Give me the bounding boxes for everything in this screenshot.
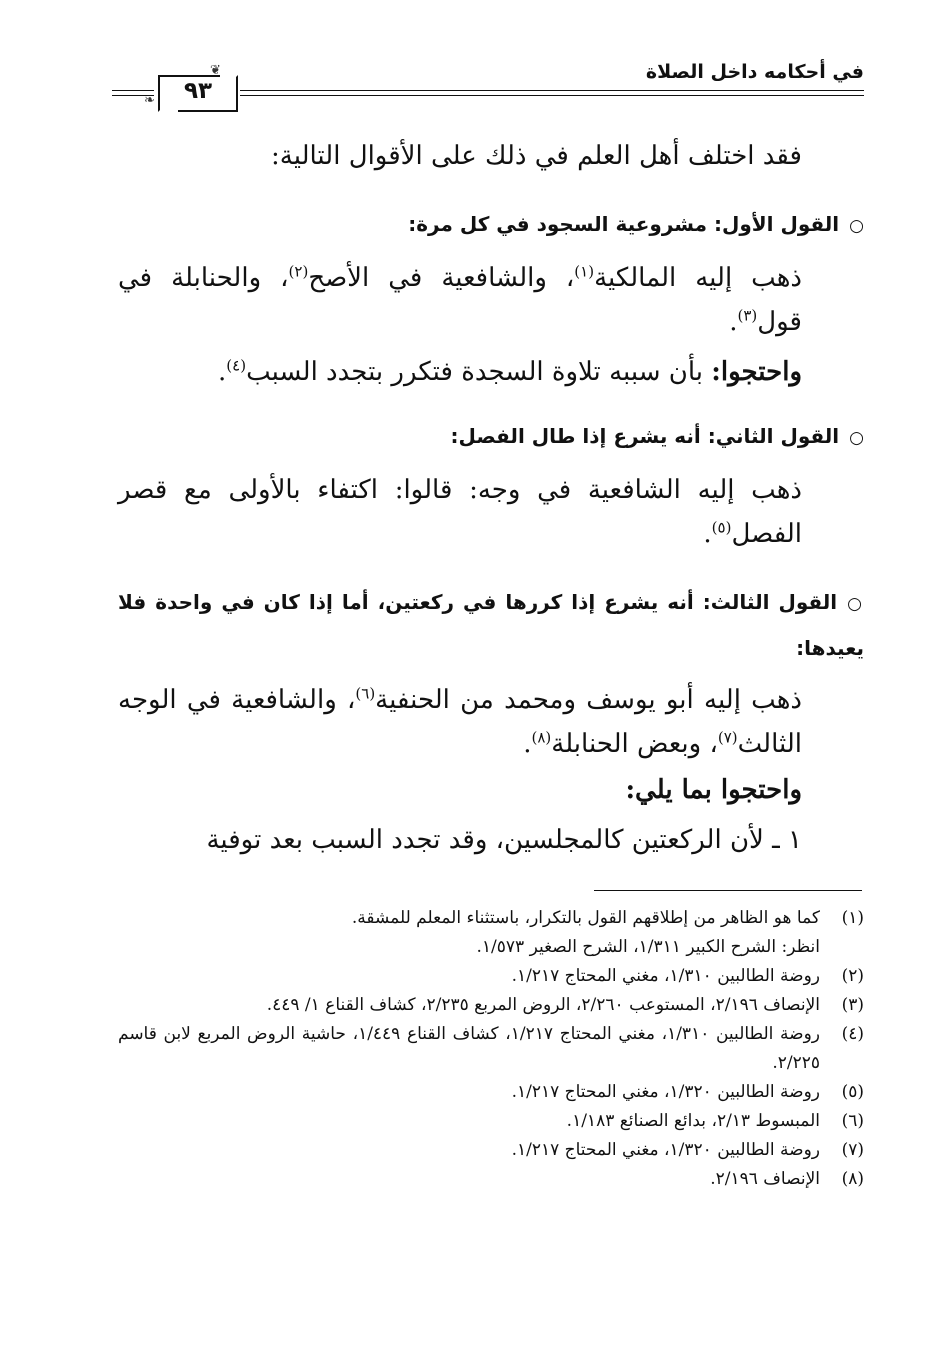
page-number-frame <box>158 75 238 112</box>
footnote-item: (٢) روضة الطالبين ١/٣١٠، مغني المحتاج ١/٢١٧. <box>118 962 864 991</box>
intro-paragraph: فقد اختلف أهل العلم في ذلك على الأقوال التالية: <box>271 141 802 171</box>
footnote-item: (٣) الإنصاف ٢/١٩٦، المستوعب ٢/٢٦٠، الروض المربع ٢/٢٣٥، كشاف القناع ١/ ٤٤٩. <box>118 991 864 1020</box>
footnote-number: (٥) <box>841 1082 864 1102</box>
footnote-number: (٢) <box>841 966 864 986</box>
footnote-item: (٨) الإنصاف ٢/١٩٦. <box>118 1165 864 1194</box>
ornament-icon: ❦ <box>210 63 221 78</box>
opinion-1-paragraph: ذهب إليه المالكية$^{(١)}$، والشافعية في الأصح$^{(٢)}$، والحنابلة في قول$^{(٣)}$. <box>118 262 802 337</box>
header-rule <box>112 90 154 91</box>
footnote-number: (٦) <box>841 1111 864 1131</box>
footnote-item: (٦) المبسوط ٢/١٣، بدائع الصنائع ١/١٨٣. <box>118 1107 864 1136</box>
footnote-number: (٧) <box>841 1140 864 1160</box>
footnote-ref[interactable]: (٦) <box>355 684 376 703</box>
footnote-ref[interactable]: (٨) <box>531 728 552 747</box>
bullet-circle-icon: ○ <box>849 216 864 236</box>
bullet-circle-icon: ○ <box>847 594 864 614</box>
footnote-ref[interactable]: (٥) <box>711 518 732 537</box>
footnote-item: (٤) روضة الطالبين ١/٣١٠، مغني المحتاج ١/٢١٧، كشاف القناع ١/٤٤٩، حاشية الروض المربع لابن قاسم ٢/٢٢٥. <box>118 1020 864 1078</box>
footnote-number: (٨) <box>841 1169 864 1189</box>
footnotes <box>118 904 864 1194</box>
opinion-3-paragraph: ذهب إليه أبو يوسف ومحمد من الحنفية$^{(٦)}$، والشافعية في الوجه الثالث$^{(٧)}$، وبعض الحنابلة$^{(٨)}$. <box>118 684 802 759</box>
footnote-ref[interactable]: (٤) <box>226 356 247 375</box>
opinion-2-heading: ○القول الثاني: أنه يشرع إذا طال الفصل: <box>450 424 864 448</box>
footnote-ref[interactable]: (١) <box>574 262 595 281</box>
footnote-number: (٤) <box>841 1024 864 1044</box>
footnote-ref[interactable]: (٣) <box>737 306 758 325</box>
footnote-item: (١) كما هو الظاهر من إطلاقهم القول بالتكرار، باستثناء المعلم للمشقة. <box>118 904 864 933</box>
footnote-continuation: انظر: الشرح الكبير ١/٣١١، الشرح الصغير ١/٥٧٣. <box>476 937 820 957</box>
opinion-2-paragraph: ذهب إليه الشافعية في وجه: قالوا: اكتفاء بالأولى مع قصر الفصل$^{(٥)}$. <box>118 475 802 549</box>
footnote-item: (٥) روضة الطالبين ١/٣٢٠، مغني المحتاج ١/٢١٧. <box>118 1078 864 1107</box>
footnote-separator <box>594 890 862 891</box>
opinion-3-argument-lead: واحتجوا بما يلي: <box>625 775 802 805</box>
footnote-ref[interactable]: (٧) <box>717 728 738 747</box>
opinion-1-heading: ○القول الأول: مشروعية السجود في كل مرة: <box>408 212 864 236</box>
opinion-3-heading: ○القول الثالث: أنه يشرع إذا كررها في ركعتين، أما إذا كان في واحدة فلا يعيدها: <box>118 590 864 660</box>
footnote-ref[interactable]: (٢) <box>288 262 309 281</box>
footnote-number: (٣) <box>841 995 864 1015</box>
bullet-circle-icon: ○ <box>849 428 864 448</box>
chapter-title: في أحكامه داخل الصلاة <box>645 61 864 83</box>
header-rule <box>240 90 864 91</box>
footnote-item: (٧) روضة الطالبين ١/٣٢٠، مغني المحتاج ١/٢١٧. <box>118 1136 864 1165</box>
footnote-number: (١) <box>841 908 864 928</box>
ornament-icon: ❧ <box>144 93 155 108</box>
header-rule <box>240 95 864 96</box>
opinion-3-point-1: ١ ـ لأن الركعتين كالمجلسين، وقد تجدد السبب بعد توفية <box>206 825 802 855</box>
running-header <box>112 55 864 111</box>
opinion-1-argument: واحتجوا: بأن سببه تلاوة السجدة فتكرر بتجدد السبب$^{(٤)}$. <box>218 356 802 387</box>
page-number: ٩٣ <box>183 78 213 104</box>
